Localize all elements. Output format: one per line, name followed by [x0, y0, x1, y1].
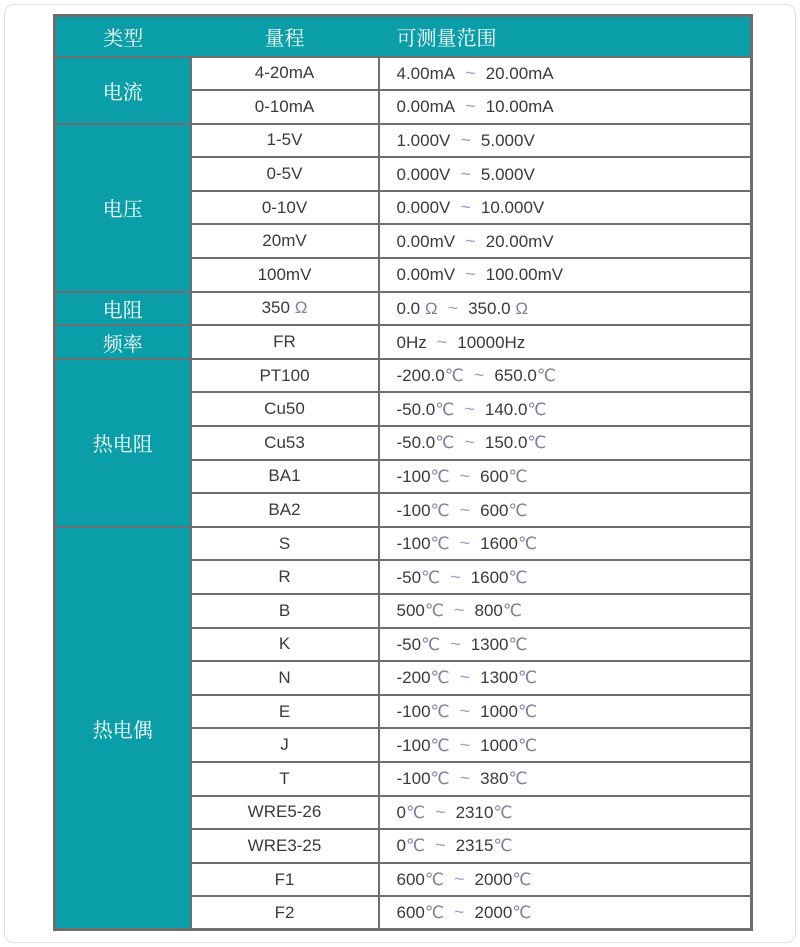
tilde-separator: ~: [453, 869, 465, 890]
tilde-separator: ~: [464, 398, 475, 419]
tilde-separator: ~: [436, 331, 448, 352]
measurable-range-cell: [379, 728, 752, 762]
range-high-value: 1300℃: [480, 668, 538, 688]
range-low-value: -50℃: [396, 567, 441, 587]
range-high-value: 1300℃: [470, 634, 528, 654]
table-row: [55, 325, 752, 359]
measurable-range-cell: [379, 493, 752, 527]
table-row: [55, 292, 752, 326]
tilde-separator: ~: [459, 465, 471, 486]
table-row: [55, 359, 752, 393]
range-cell: BA2: [191, 493, 379, 527]
range-cell: 4-20mA: [191, 57, 379, 91]
measurable-range-cell: [379, 762, 752, 796]
measurable-range-cell: [379, 359, 752, 393]
range-low-value: -100℃: [396, 769, 450, 789]
range-low-value: 0℃: [396, 802, 426, 822]
range-cell: Cu53: [191, 426, 379, 460]
tilde-separator: ~: [435, 835, 446, 856]
range-high-value: 140.0℃: [484, 399, 547, 419]
range-low-value: 500℃: [396, 601, 444, 621]
measurable-range-cell: [379, 829, 752, 863]
tilde-separator: ~: [473, 365, 485, 386]
measurable-range-cell: [379, 560, 752, 594]
tilde-separator: ~: [435, 801, 446, 822]
column-header-range: 量程: [191, 16, 379, 57]
range-high-value: 20.00mA: [485, 63, 554, 83]
tilde-separator: ~: [450, 633, 461, 654]
range-cell: PT100: [191, 359, 379, 393]
table-header-row: [55, 16, 752, 57]
range-cell: J: [191, 728, 379, 762]
tilde-separator: ~: [460, 197, 471, 218]
tilde-separator: ~: [459, 533, 471, 554]
range-cell: K: [191, 628, 379, 662]
range-high-value: 10.00mA: [485, 97, 554, 117]
type-cell: 频率: [55, 325, 191, 359]
range-high-value: 150.0℃: [484, 433, 547, 453]
range-cell: Cu50: [191, 392, 379, 426]
type-cell: 电阻: [55, 292, 191, 326]
range-high-value: 650.0℃: [494, 366, 556, 386]
range-low-value: -100℃: [396, 500, 450, 520]
range-high-value: 350.0 Ω: [468, 298, 529, 318]
tilde-separator: ~: [464, 432, 475, 453]
range-low-value: 0.000V: [396, 198, 451, 218]
range-cell: E: [191, 695, 379, 729]
range-cell: 0-10V: [191, 191, 379, 225]
range-high-value: 1000℃: [480, 735, 538, 755]
tilde-separator: ~: [459, 499, 471, 520]
measurable-range-cell: [379, 90, 752, 124]
tilde-separator: ~: [465, 62, 476, 83]
measurable-range-cell: [379, 191, 752, 225]
column-header-measurable-range: 可测量范围: [379, 16, 752, 57]
range-high-value: 2310℃: [455, 802, 513, 822]
measurable-range-cell: [379, 325, 752, 359]
range-low-value: -200℃: [396, 668, 450, 688]
tilde-separator: ~: [459, 701, 471, 722]
range-low-value: -50.0℃: [396, 433, 455, 453]
range-cell: 350 Ω: [191, 292, 379, 326]
column-header-type: 类型: [55, 16, 191, 57]
tilde-separator: ~: [459, 768, 471, 789]
range-high-value: 5.000V: [480, 164, 535, 184]
range-low-value: -200.0℃: [396, 366, 464, 386]
range-cell: 20mV: [191, 224, 379, 258]
range-high-value: 20.00mV: [485, 231, 554, 251]
range-cell: B: [191, 594, 379, 628]
range-low-value: 4.00mA: [396, 63, 456, 83]
measurable-range-cell: [379, 796, 752, 830]
measurable-range-cell: [379, 124, 752, 158]
measurement-spec-table: [53, 14, 753, 931]
type-cell: 热电阻: [55, 359, 191, 527]
range-cell: 100mV: [191, 258, 379, 292]
range-low-value: 0.00mV: [396, 265, 456, 285]
range-cell: F1: [191, 863, 379, 897]
measurable-range-cell: [379, 863, 752, 897]
range-high-value: 2315℃: [455, 836, 513, 856]
range-high-value: 100.00mV: [485, 265, 564, 285]
range-high-value: 10000Hz: [457, 332, 526, 352]
range-low-value: 1.000V: [396, 130, 451, 150]
range-cell: N: [191, 661, 379, 695]
range-high-value: 2000℃: [474, 903, 532, 923]
type-cell: 电流: [55, 57, 191, 124]
tilde-separator: ~: [453, 902, 465, 923]
tilde-separator: ~: [460, 129, 471, 150]
range-cell: 0-10mA: [191, 90, 379, 124]
measurable-range-cell: [379, 57, 752, 91]
range-low-value: -100℃: [396, 534, 450, 554]
measurable-range-cell: [379, 695, 752, 729]
type-cell: 电压: [55, 124, 191, 292]
measurable-range-cell: [379, 661, 752, 695]
measurable-range-cell: [379, 292, 752, 326]
range-low-value: 0.0 Ω: [396, 298, 438, 318]
tilde-separator: ~: [453, 600, 465, 621]
tilde-separator: ~: [447, 297, 459, 318]
tilde-separator: ~: [450, 566, 461, 587]
range-cell: FR: [191, 325, 379, 359]
range-high-value: 380℃: [480, 769, 528, 789]
range-low-value: -100℃: [396, 702, 450, 722]
range-low-value: 600℃: [396, 903, 444, 923]
measurable-range-cell: [379, 426, 752, 460]
range-low-value: 0.00mA: [396, 97, 456, 117]
measurable-range-cell: [379, 527, 752, 561]
range-cell: T: [191, 762, 379, 796]
range-low-value: -100℃: [396, 466, 450, 486]
range-cell: 0-5V: [191, 157, 379, 191]
range-cell: WRE5-26: [191, 796, 379, 830]
table-row: [55, 57, 752, 91]
range-low-value: 0Hz: [396, 332, 427, 352]
range-cell: R: [191, 560, 379, 594]
tilde-separator: ~: [459, 667, 471, 688]
measurable-range-cell: [379, 157, 752, 191]
measurable-range-cell: [379, 594, 752, 628]
type-cell: 热电偶: [55, 527, 191, 930]
range-high-value: 1000℃: [480, 702, 538, 722]
range-low-value: -50.0℃: [396, 399, 455, 419]
table-row: [55, 124, 752, 158]
tilde-separator: ~: [460, 163, 471, 184]
range-low-value: 600℃: [396, 870, 444, 890]
range-cell: BA1: [191, 460, 379, 494]
range-cell: S: [191, 527, 379, 561]
range-high-value: 5.000V: [480, 130, 535, 150]
range-low-value: -50℃: [396, 634, 441, 654]
range-high-value: 600℃: [480, 500, 528, 520]
range-cell: F2: [191, 896, 379, 930]
range-high-value: 1600℃: [470, 567, 528, 587]
tilde-separator: ~: [465, 264, 476, 285]
measurable-range-cell: [379, 224, 752, 258]
range-high-value: 800℃: [474, 601, 522, 621]
range-cell: 1-5V: [191, 124, 379, 158]
range-high-value: 10.000V: [480, 198, 545, 218]
measurable-range-cell: [379, 258, 752, 292]
tilde-separator: ~: [465, 96, 476, 117]
range-high-value: 600℃: [480, 466, 528, 486]
tilde-separator: ~: [465, 230, 476, 251]
measurable-range-cell: [379, 392, 752, 426]
range-high-value: 2000℃: [474, 870, 532, 890]
measurable-range-cell: [379, 460, 752, 494]
measurable-range-cell: [379, 628, 752, 662]
range-low-value: 0.000V: [396, 164, 451, 184]
table-row: [55, 527, 752, 561]
range-low-value: -100℃: [396, 735, 450, 755]
range-low-value: 0℃: [396, 836, 426, 856]
tilde-separator: ~: [459, 734, 471, 755]
measurable-range-cell: [379, 896, 752, 930]
range-low-value: 0.00mV: [396, 231, 456, 251]
range-high-value: 1600℃: [480, 534, 538, 554]
range-cell: WRE3-25: [191, 829, 379, 863]
